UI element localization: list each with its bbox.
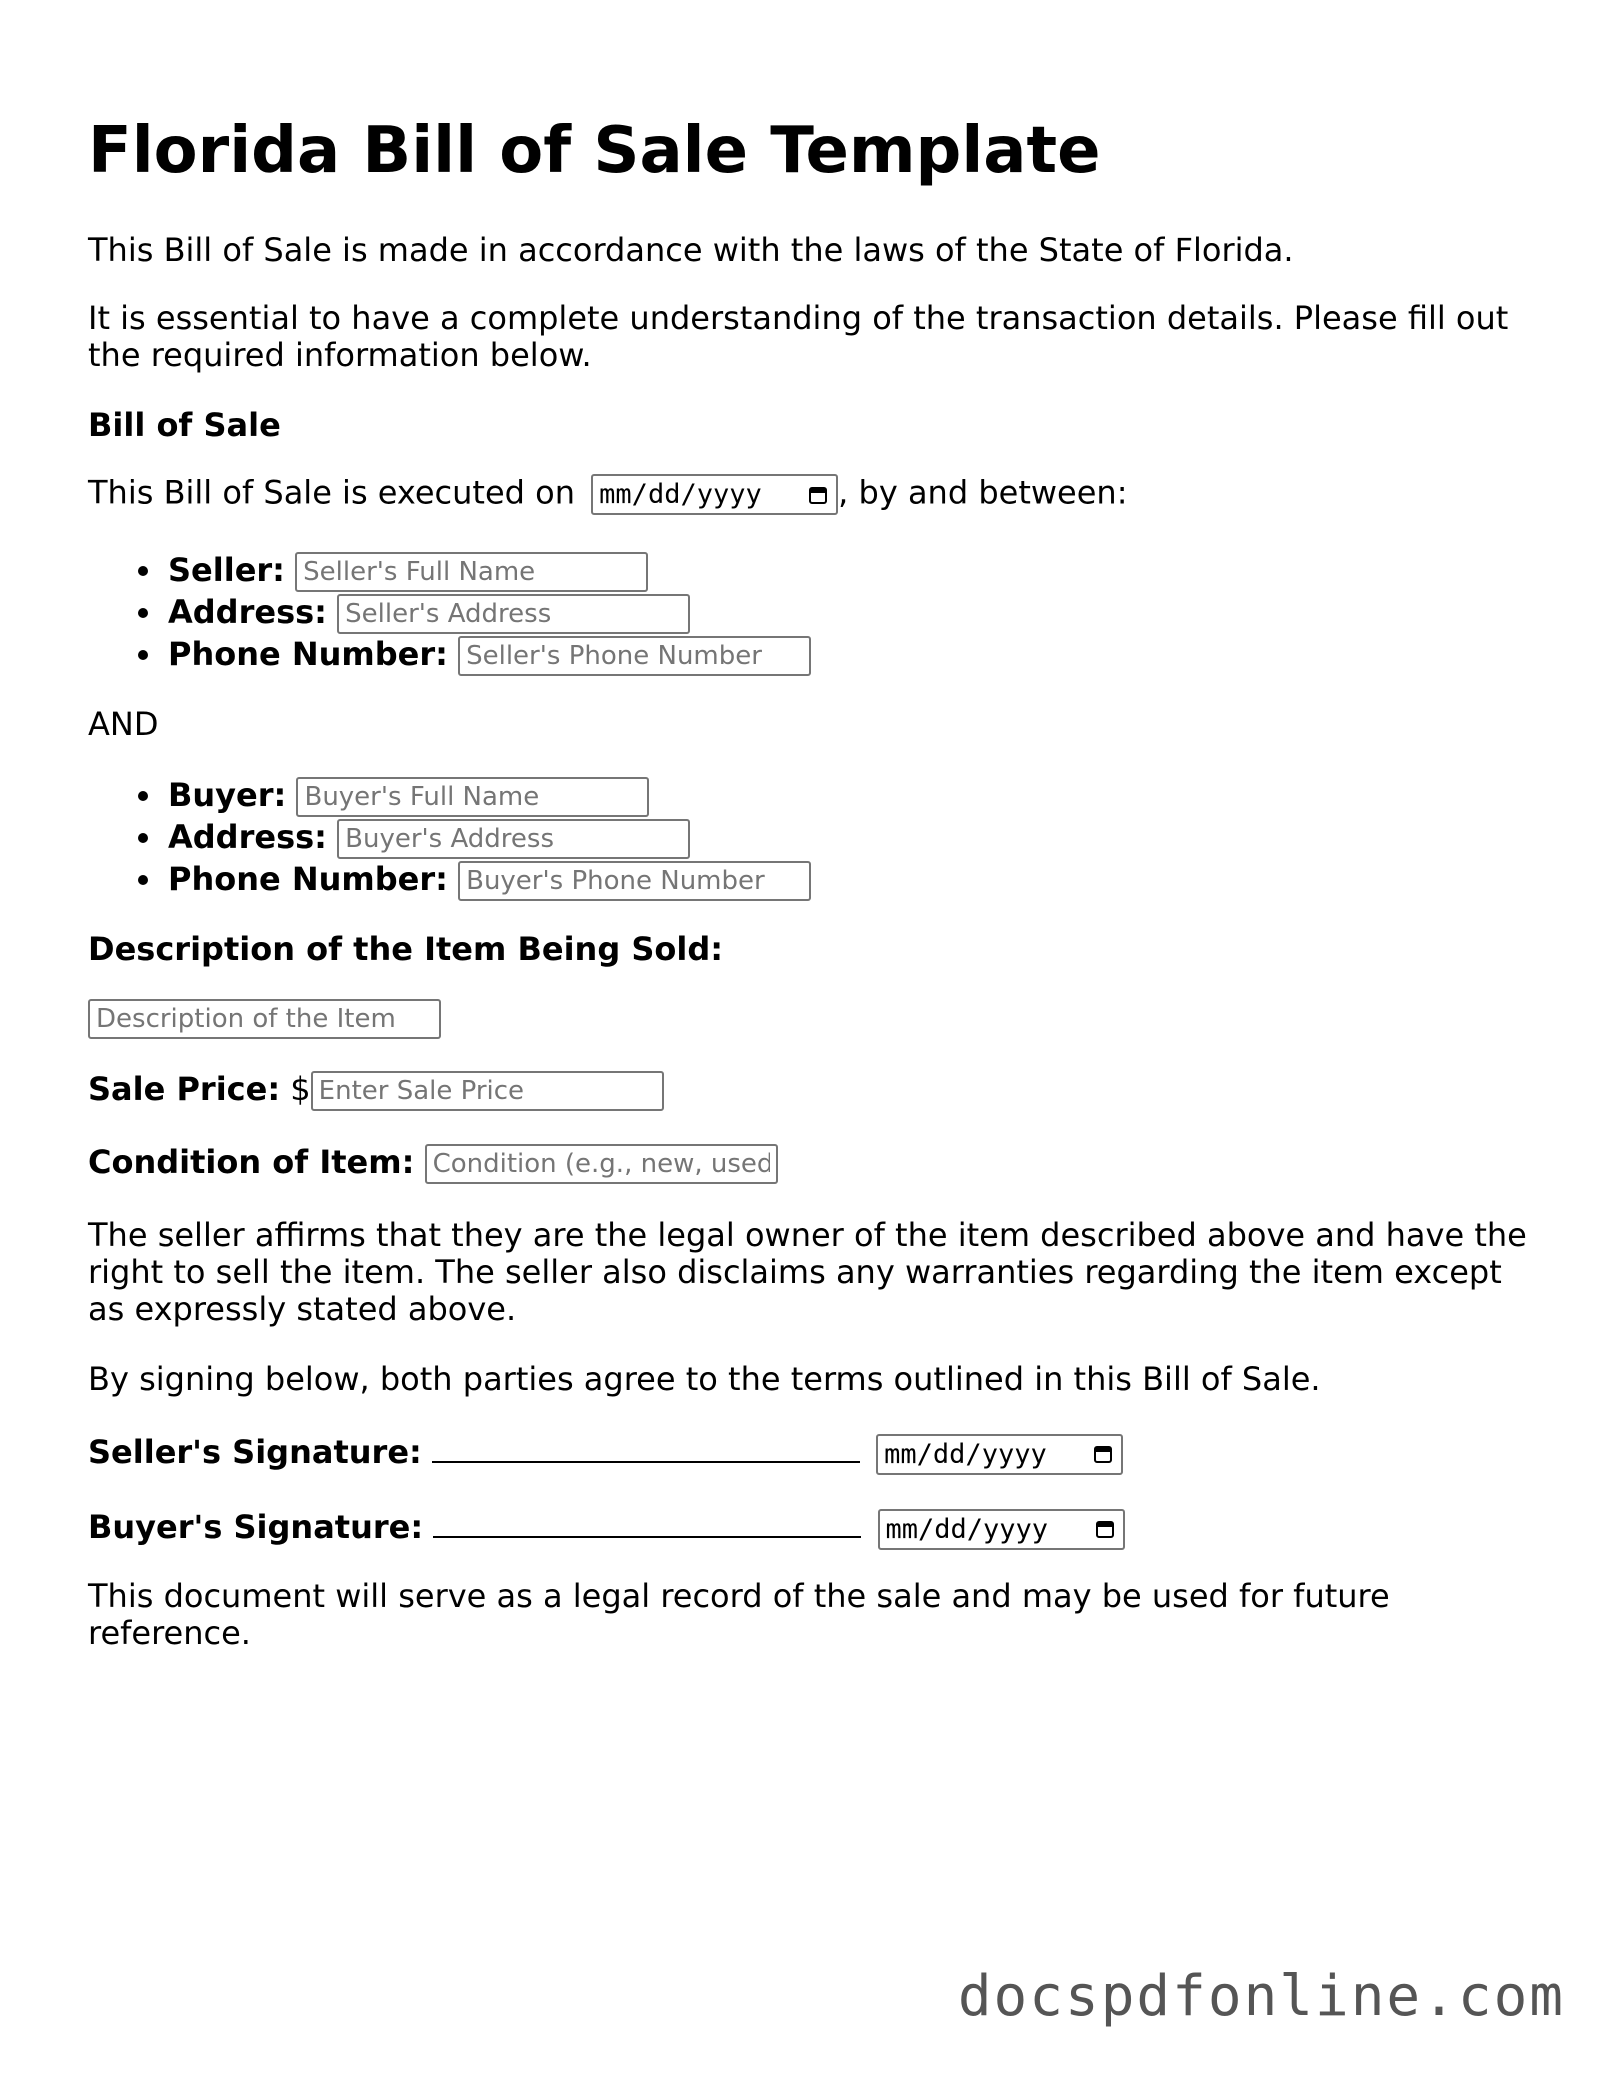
currency-symbol: $ [290, 1070, 311, 1108]
affirmation-paragraph: The seller affirms that they are the legal owner of the item described above and have the right to sell the item. The seller also disclaims any warranties regarding the item except as expressly stated above. [88, 1216, 1527, 1328]
buyer-phone-item [168, 858, 811, 900]
seller-name-input[interactable] [295, 552, 648, 592]
seller-address-input[interactable] [337, 594, 690, 634]
instructions-paragraph: It is essential to have a complete understanding of the transaction details. Please fill out the required information below. [88, 299, 1509, 374]
seller-signature-line[interactable] [432, 1431, 860, 1463]
calendar-icon[interactable] [808, 485, 828, 505]
seller-signature-date-input[interactable] [876, 1434, 1123, 1475]
section-heading: Bill of Sale [88, 406, 281, 444]
seller-name-label: Seller: [168, 551, 285, 589]
buyer-name-input[interactable] [296, 777, 649, 817]
calendar-icon[interactable] [1095, 1519, 1115, 1539]
seller-phone-item [168, 633, 811, 675]
description-input[interactable] [88, 999, 441, 1039]
date-placeholder: mm/dd/yyyy [599, 479, 762, 510]
buyer-name-label: Buyer: [168, 776, 287, 814]
seller-fields [88, 549, 811, 675]
sale-price-row [88, 1071, 664, 1111]
buyer-phone-input[interactable] [458, 861, 811, 901]
sale-price-label: Sale Price: [88, 1070, 281, 1108]
date-placeholder: mm/dd/yyyy [884, 1438, 1047, 1470]
buyer-fields [88, 774, 811, 900]
closing-paragraph: This document will serve as a legal record of the sale and may be used for future reference. [88, 1577, 1390, 1652]
condition-input[interactable] [425, 1144, 778, 1184]
agreement-paragraph: By signing below, both parties agree to the terms outlined in this Bill of Sale. [88, 1360, 1321, 1398]
intro-paragraph: This Bill of Sale is made in accordance with the laws of the State of Florida. [88, 231, 1294, 269]
executed-date-input[interactable] [591, 474, 838, 515]
buyer-signature-row [88, 1506, 1125, 1550]
executed-suffix: , by and between: [838, 473, 1128, 512]
watermark: docspdfonline.com [957, 1964, 1565, 2029]
condition-row [88, 1144, 778, 1184]
buyer-signature-date-input[interactable] [878, 1509, 1125, 1550]
seller-signature-label: Seller's Signature: [88, 1433, 422, 1471]
buyer-address-input[interactable] [337, 819, 690, 859]
buyer-name-item [168, 774, 811, 816]
seller-phone-input[interactable] [458, 636, 811, 676]
page-title: Florida Bill of Sale Template [88, 114, 1101, 188]
sale-price-input[interactable] [311, 1071, 664, 1111]
condition-label: Condition of Item: [88, 1143, 415, 1181]
buyer-address-item [168, 816, 811, 858]
seller-phone-label: Phone Number: [168, 635, 448, 673]
calendar-icon[interactable] [1093, 1444, 1113, 1464]
seller-address-item [168, 591, 811, 633]
buyer-address-label: Address: [168, 818, 327, 856]
seller-signature-row [88, 1431, 1123, 1475]
seller-address-label: Address: [168, 593, 327, 631]
buyer-signature-line[interactable] [433, 1506, 861, 1538]
buyer-signature-label: Buyer's Signature: [88, 1508, 424, 1546]
description-row [88, 999, 441, 1039]
buyer-phone-label: Phone Number: [168, 860, 448, 898]
executed-line [88, 474, 1127, 515]
and-separator: AND [88, 705, 159, 743]
date-placeholder: mm/dd/yyyy [885, 1513, 1049, 1545]
description-heading: Description of the Item Being Sold: [88, 930, 724, 968]
executed-prefix: This Bill of Sale is executed on [88, 473, 575, 512]
seller-name-item [168, 549, 811, 591]
